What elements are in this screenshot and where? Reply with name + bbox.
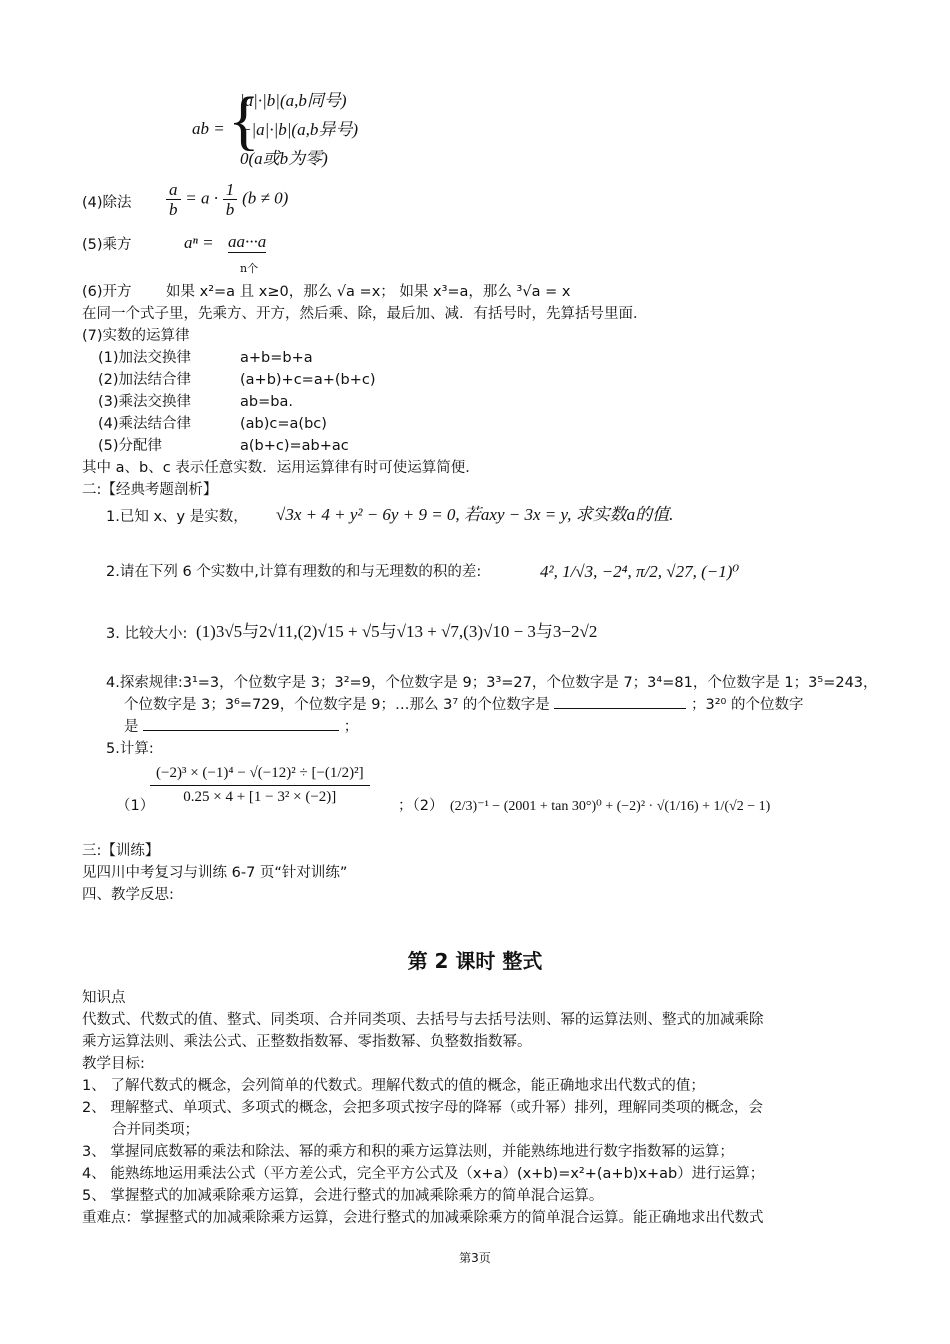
q5-2-math: (2/3)⁻¹ − (2001 + tan 30°)⁰ + (−2)² · √(1/16) + 1/(√2 − 1) <box>450 799 771 814</box>
q4-line3 <box>124 716 358 738</box>
q5-1-numerator: (−2)³ × (−1)⁴ − √(−12)² ÷ [−(1/2)²] <box>150 762 370 786</box>
goal-5: 5、 掌握整式的加减乘除乘方运算，会进行整式的加减乘除乘方的简单混合运算。 <box>82 1188 604 1204</box>
q4-line2 <box>124 694 803 716</box>
power-lhs: aⁿ = <box>184 233 214 252</box>
section3-heading: 三:【训练】 <box>82 843 160 859</box>
law-1-formula: a+b=b+a <box>240 350 313 366</box>
laws-heading: (7)实数的运算律 <box>82 328 190 344</box>
goal-1: 1、 了解代数式的概念，会列简单的代数式。理解代数式的值的概念，能正确地求出代数式的值； <box>82 1078 705 1094</box>
q3-math: (1)3√5与2√11,(2)√15 + √5与√13 + √7,(3)√10 − 3与3−2√2 <box>196 622 598 641</box>
law-5-name: (5)分配律 <box>98 438 163 454</box>
knowledge-line2: 乘方运算法则、乘法公式、正整数指数幂、零指数幂、负整数指数幂。 <box>82 1034 532 1050</box>
order-rule: 在同一个式子里，先乘方、开方，然后乘、除，最后加、减．有括号时，先算括号里面． <box>82 306 648 322</box>
page-number: 第3页 <box>459 1251 491 1265</box>
q5-1-fraction <box>150 762 370 809</box>
law-2-formula: (a+b)+c=a+(b+c) <box>240 372 376 388</box>
q4-line1: 4.探索规律:3¹=3，个位数字是 3；3²=9，个位数字是 9；3³=27，个位数字是 7；3⁴=81，个位数字是 1；3⁵=243， <box>106 675 878 691</box>
formula-case-3: 0(a或b为零) <box>240 149 328 168</box>
division-den: b <box>169 200 178 219</box>
law-3-formula: ab=ba. <box>240 394 293 410</box>
section3-text: 见四川中考复习与训练 6-7 页“针对训练” <box>82 865 348 881</box>
division-condition: (b ≠ 0) <box>242 188 289 208</box>
q5-text: 5.计算: <box>106 741 154 757</box>
power-label: (5)乘方 <box>82 237 132 253</box>
q5-separator: ；（2） <box>398 798 444 814</box>
goal-3: 3、 掌握同底数幂的乘法和除法、幂的乘方和积的乘方运算法则，并能熟练地进行数字指数幂的运算； <box>82 1144 734 1160</box>
q4-line3-prefix: 是 <box>124 719 139 735</box>
division-one: 1 <box>223 180 238 200</box>
q1-text: 1.已知 x、y 是实数， <box>106 509 248 525</box>
q3-text: 3. 比较大小: <box>106 626 188 642</box>
brace-symbol: { <box>228 84 260 157</box>
q4-blank-2[interactable] <box>143 730 339 731</box>
formula-case-2: −|a|·|b|(a,b异号) <box>240 120 358 139</box>
root-text: 如果 x²=a 且 x≥0，那么 √a =x； 如果 x³=a，那么 ³√a = x <box>166 284 571 300</box>
law-4-formula: (ab)c=a(bc) <box>240 416 327 432</box>
law-5-formula: a(b+c)=ab+ac <box>240 438 349 454</box>
division-formula <box>166 180 288 219</box>
goals-heading: 教学目标: <box>82 1056 145 1072</box>
root-label: (6)开方 <box>82 284 132 300</box>
laws-note: 其中 a、b、c 表示任意实数．运用运算律有时可使运算简便． <box>82 460 480 476</box>
goal-2-cont: 合并同类项； <box>112 1122 199 1138</box>
law-3-name: (3)乘法交换律 <box>98 394 192 410</box>
power-rhs: aa···a <box>228 232 267 251</box>
law-4-name: (4)乘法结合律 <box>98 416 192 432</box>
key-points: 重难点：掌握整式的加减乘除乘方运算，会进行整式的加减乘除乘方的简单混合运算。能正确地求出代数式 <box>82 1210 764 1226</box>
section2-heading: 二:【经典考题剖析】 <box>82 482 218 498</box>
lesson2-title: 第 2 课时 整式 <box>407 949 543 973</box>
division-label: (4)除法 <box>82 195 132 211</box>
formula-case-1: |a|·|b|(a,b同号) <box>240 91 347 110</box>
q5-1-label: （1） <box>116 798 155 814</box>
goal-4: 4、 能熟练地运用乘法公式（平方差公式，完全平方公式及（x+a）(x+b)=x²+(a+b)x+ab）进行运算； <box>82 1166 765 1182</box>
knowledge-line1: 代数式、代数式的值、整式、同类项、合并同类项、去括号与去括号法则、幂的运算法则、整式的加减乘除 <box>82 1012 764 1028</box>
section4-heading: 四、教学反思: <box>82 887 174 903</box>
law-1-name: (1)加法交换律 <box>98 350 192 366</box>
division-eq: = a · <box>185 188 219 208</box>
knowledge-heading: 知识点 <box>82 990 126 1006</box>
q1-math: √3x + 4 + y² − 6y + 9 = 0, 若axy − 3x = y, 求实数a的值. <box>276 505 674 524</box>
q4-blank-1[interactable] <box>554 708 686 709</box>
division-num: a <box>166 180 181 200</box>
q2-text: 2.请在下列 6 个实数中,计算有理数的和与无理数的积的差: <box>106 564 482 580</box>
power-under: n个 <box>240 262 259 275</box>
q2-math: 4², 1/√3, −2⁴, π/2, √27, (−1)⁰ <box>540 562 740 581</box>
q4-line3-suffix: ； <box>343 719 359 735</box>
q4-line2-suffix: ；3²⁰ 的个位数字 <box>691 697 804 713</box>
formula-lhs: ab = <box>192 119 225 138</box>
division-den-b: b <box>225 200 235 219</box>
law-2-name: (2)加法结合律 <box>98 372 192 388</box>
goal-2: 2、 理解整式、单项式、多项式的概念，会把多项式按字母的降幂（或升幂）排列，理解同类项的概念，会 <box>82 1100 763 1116</box>
q5-1-denominator: 0.25 × 4 + [1 − 3² × (−2)] <box>183 789 337 805</box>
q4-line2-text: 个位数字是 3；3⁶=729，个位数字是 9；…那么 3⁷ 的个位数字是 <box>124 697 550 713</box>
